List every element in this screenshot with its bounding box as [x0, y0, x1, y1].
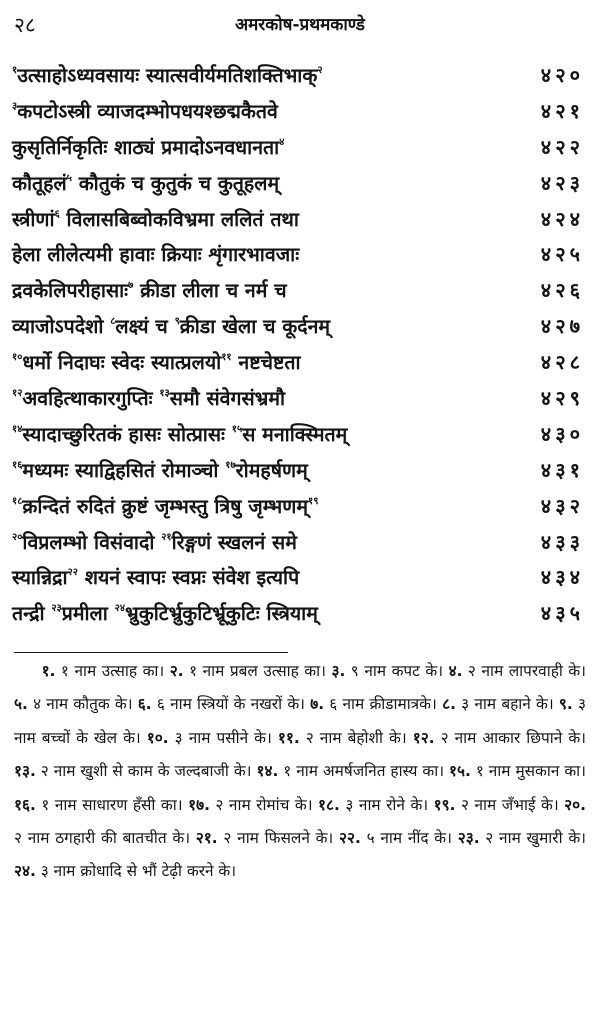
verse-number: ४२१ — [540, 98, 584, 123]
verse-text — [12, 453, 500, 489]
footnote-number: ४. — [448, 662, 463, 680]
footnote-number: २४. — [14, 862, 36, 881]
footnote-text: ६ नाम स्त्रियों के नखरों के। — [151, 695, 311, 714]
footnote-marker: १३ — [159, 388, 170, 400]
verse-segment: प्रमीला — [61, 602, 115, 626]
verse-line — [12, 381, 590, 417]
footnote-marker: २२ — [67, 567, 78, 579]
verse-segment: तन्द्री — [12, 602, 52, 626]
verse-number: ४२५ — [540, 242, 584, 267]
verse-text — [12, 94, 500, 130]
footnote-number: १०. — [146, 728, 169, 747]
verse-segment: भ्रुकुटिर्भ्रुकुटिर्भ्रूकुटिः स्त्रियाम् — [125, 602, 318, 626]
verse-segment: कौतुकं च कुतुकं च कुतूहलम् — [71, 171, 280, 195]
verse-number: ४३५ — [540, 601, 584, 626]
footnote-marker: १६ — [12, 459, 23, 471]
page-header — [14, 8, 586, 42]
verse-line — [12, 596, 590, 632]
verse-line — [12, 94, 590, 130]
footnote-marker: २० — [12, 531, 23, 543]
verse-segment: स्त्रीणां — [12, 207, 55, 231]
verse-segment: क्रीडा खेला च कूर्दनम् — [179, 315, 331, 339]
footnote-marker: ११ — [221, 352, 232, 364]
verse-segment: समौ संवेगसंभ्रमौ — [169, 387, 286, 411]
verse-segment: कौतूहलं — [12, 171, 67, 195]
verse-text — [12, 417, 500, 453]
verse-list — [12, 58, 590, 632]
verse-segment: लक्ष्यं च — [115, 315, 175, 339]
footnote-marker: १२ — [12, 388, 23, 400]
verse-segment: क्रन्दितं रुदितं क्रुष्टं जृम्भस्तु त्रिषु जृम्भणम् — [22, 494, 309, 518]
verse-number: ४२४ — [540, 206, 584, 231]
footnote-text: ४ नाम कौतुक के। — [27, 695, 138, 714]
verse-segment: विलासबिब्वोकविभ्रमा ललितं तथा — [59, 207, 299, 231]
footnote-number: १७. — [188, 795, 210, 814]
footnote-marker: ८ — [110, 316, 116, 328]
verse-number: ४२६ — [540, 278, 584, 303]
footnote-text: २ नाम रोमांच के। — [209, 795, 319, 814]
footnote-marker: १८ — [12, 495, 23, 507]
verse-segment: कपटोऽस्त्री व्याजदम्भोपधयश्छद्मकैतवे — [17, 99, 278, 123]
footnote-text: ३ नाम बहाने के। — [455, 695, 559, 714]
footnote-text: ३ नाम पसीने के। — [168, 728, 278, 747]
verse-text — [12, 309, 500, 345]
footnote-number: ५. — [14, 695, 28, 714]
footnote-marker: ३ — [12, 100, 18, 112]
footnote-paragraph — [14, 655, 586, 889]
verse-segment: व्याजोऽपदेशो — [12, 315, 111, 339]
footnote-text: २ नाम जँभाई के। — [455, 795, 565, 814]
verse-segment: विप्रलम्भो विसंवादो — [22, 530, 162, 554]
verse-text — [12, 596, 500, 632]
footnote-marker: १७ — [225, 459, 236, 471]
verse-text — [12, 202, 500, 238]
verse-text — [12, 560, 500, 596]
verse-text — [12, 58, 500, 94]
footnotes — [14, 655, 586, 889]
footnote-text: ३ नाम क्रोधादि से भौं टेढ़ी करने के। — [35, 862, 237, 881]
footnote-number: १९. — [433, 795, 456, 814]
footnote-text: २ नाम खुमारी के। — [479, 829, 586, 848]
verse-segment: द्रवकेलिपरीहासाः — [12, 279, 129, 303]
footnote-marker: १ — [12, 65, 18, 76]
verse-segment: धर्मो निदाघः स्वेदः स्यात्प्रलयो — [22, 351, 222, 375]
footnote-number: १४. — [256, 762, 279, 781]
footnote-text: ३ नाम बच्चों के खेल के। — [14, 695, 587, 747]
verse-line — [12, 525, 590, 561]
footnote-text: १ नाम उत्साह का। — [55, 662, 170, 680]
verse-segment: रोमहर्षणम् — [235, 458, 308, 482]
verse-segment: नष्टचेष्टता — [231, 351, 301, 375]
footnote-text: १ नाम साधारण हँसी का। — [35, 795, 189, 814]
verse-segment: हेला लीलेत्यमी हावाः क्रियाः शृंगारभावजाः — [12, 243, 300, 267]
footnote-marker: १५ — [231, 423, 243, 435]
running-title: अमरकोष-प्रथमकाण्डे — [235, 15, 365, 35]
verse-number: ४२९ — [540, 386, 584, 411]
verse-line — [12, 58, 590, 94]
verse-text — [12, 381, 500, 417]
footnote-number: २०. — [564, 795, 587, 814]
footnote-number: २३. — [457, 829, 480, 848]
verse-segment: उत्साहोऽध्यवसायः स्यात्सवीर्यमतिशक्तिभाक् — [17, 64, 318, 87]
footnote-text: ५ नाम नींद के। — [360, 829, 458, 848]
footnote-number: १. — [41, 662, 56, 680]
footnote-text: १ नाम मुसकान का। — [470, 762, 586, 781]
verse-line — [12, 273, 590, 309]
verse-text — [12, 525, 500, 561]
verse-segment: शयनं स्वापः स्वप्नः संवेश इत्यपि — [77, 566, 300, 590]
footnote-marker: २ — [317, 65, 323, 76]
footnote-number: ९. — [558, 695, 573, 714]
verse-segment: क्रीडा लीला च नर्म च — [133, 279, 287, 303]
verse-line — [12, 309, 590, 345]
verse-line — [12, 345, 590, 381]
verse-text — [12, 166, 500, 202]
footnote-text: १ नाम प्रबल उत्साह का। — [183, 662, 332, 680]
footnote-number: २. — [169, 662, 184, 680]
verse-segment: स मनाक्स्मितम् — [242, 422, 348, 446]
verse-segment: रिङ्गणं स्खलनं समे — [171, 530, 297, 554]
verse-number: ४३४ — [540, 565, 584, 590]
verse-line — [12, 489, 590, 525]
footnote-text: २ नाम खुशी से काम के जल्दबाजी के। — [35, 762, 257, 781]
footnote-marker: ६ — [54, 208, 60, 220]
verse-number: ४३२ — [540, 493, 584, 518]
footnote-text: ९ नाम कपट के। — [345, 662, 449, 680]
footnote-marker: १९ — [308, 495, 319, 507]
verse-segment: स्यादाच्छुरितकं हासः सोत्प्रासः — [22, 422, 232, 446]
verse-line — [12, 202, 590, 238]
footnote-text: २ नाम ठगहारी की बातचीत के। — [14, 829, 196, 848]
footnote-text: २ नाम आकार छिपाने के। — [434, 728, 587, 747]
verse-line — [12, 130, 590, 166]
verse-segment: मध्यमः स्याद्विहसितं रोमाञ्चो — [22, 458, 226, 482]
footnote-marker: २४ — [114, 603, 126, 615]
verse-number: ४२८ — [540, 350, 584, 375]
footnote-marker: ५ — [66, 172, 72, 184]
footnote-text: २ नाम फिसलने के। — [217, 829, 340, 848]
verse-number: ४३३ — [540, 529, 584, 554]
footnote-number: १२. — [412, 728, 435, 747]
footnote-marker: ७ — [128, 280, 134, 292]
footnote-marker: ४ — [279, 136, 285, 148]
verse-text — [12, 489, 500, 525]
footnote-number: २१. — [195, 829, 218, 848]
footnote-text: ३ नाम रोने के। — [339, 795, 434, 814]
footnote-text: १ नाम अमर्षजनित हास्य का। — [278, 762, 450, 781]
footnote-number: २२. — [339, 829, 361, 848]
footnote-number: १६. — [14, 795, 36, 814]
verse-line — [12, 453, 590, 489]
footnote-marker: १० — [12, 352, 23, 364]
footnote-text: २ नाम बेहोशी के। — [299, 728, 413, 747]
page-number: २८ — [14, 13, 36, 37]
footnote-number: १३. — [14, 762, 36, 781]
footnote-text: ६ नाम क्रीडामात्रके। — [324, 695, 443, 714]
footnote-number: ६. — [137, 695, 152, 714]
footnote-number: ७. — [310, 695, 325, 714]
verse-text — [12, 130, 500, 166]
footnote-marker: २१ — [161, 531, 172, 543]
verse-number: ४२३ — [540, 170, 584, 195]
footnote-marker: २३ — [51, 603, 62, 615]
footnote-number: १५. — [449, 762, 471, 781]
verse-text — [12, 345, 500, 381]
verse-number: ४३० — [540, 421, 584, 446]
footnote-number: १८. — [318, 795, 340, 814]
footnote-divider — [14, 652, 288, 653]
footnote-number: ११. — [277, 728, 300, 747]
verse-line — [12, 417, 590, 453]
footnote-marker: ९ — [174, 316, 180, 328]
verse-text — [12, 273, 500, 309]
verse-segment: स्यान्निद्रा — [12, 566, 68, 590]
verse-segment: अवहित्थाकारगुप्तिः — [22, 387, 160, 411]
verse-text — [12, 237, 500, 273]
verse-number: ४३१ — [540, 457, 584, 482]
verse-line — [12, 166, 590, 202]
verse-line — [12, 560, 590, 596]
footnote-text: २ नाम लापरवाही के। — [462, 662, 587, 680]
verse-number: ४२७ — [540, 314, 584, 339]
verse-number: ४२२ — [540, 134, 584, 159]
footnote-marker: १४ — [12, 423, 23, 435]
verse-segment: कुसृतिर्निकृतिः शाठ्यं प्रमादोऽनवधानता — [12, 135, 280, 159]
verse-number: ४२० — [540, 63, 584, 87]
verse-line — [12, 237, 590, 273]
footnote-number: ८. — [442, 695, 456, 714]
footnote-number: ३. — [331, 662, 346, 680]
